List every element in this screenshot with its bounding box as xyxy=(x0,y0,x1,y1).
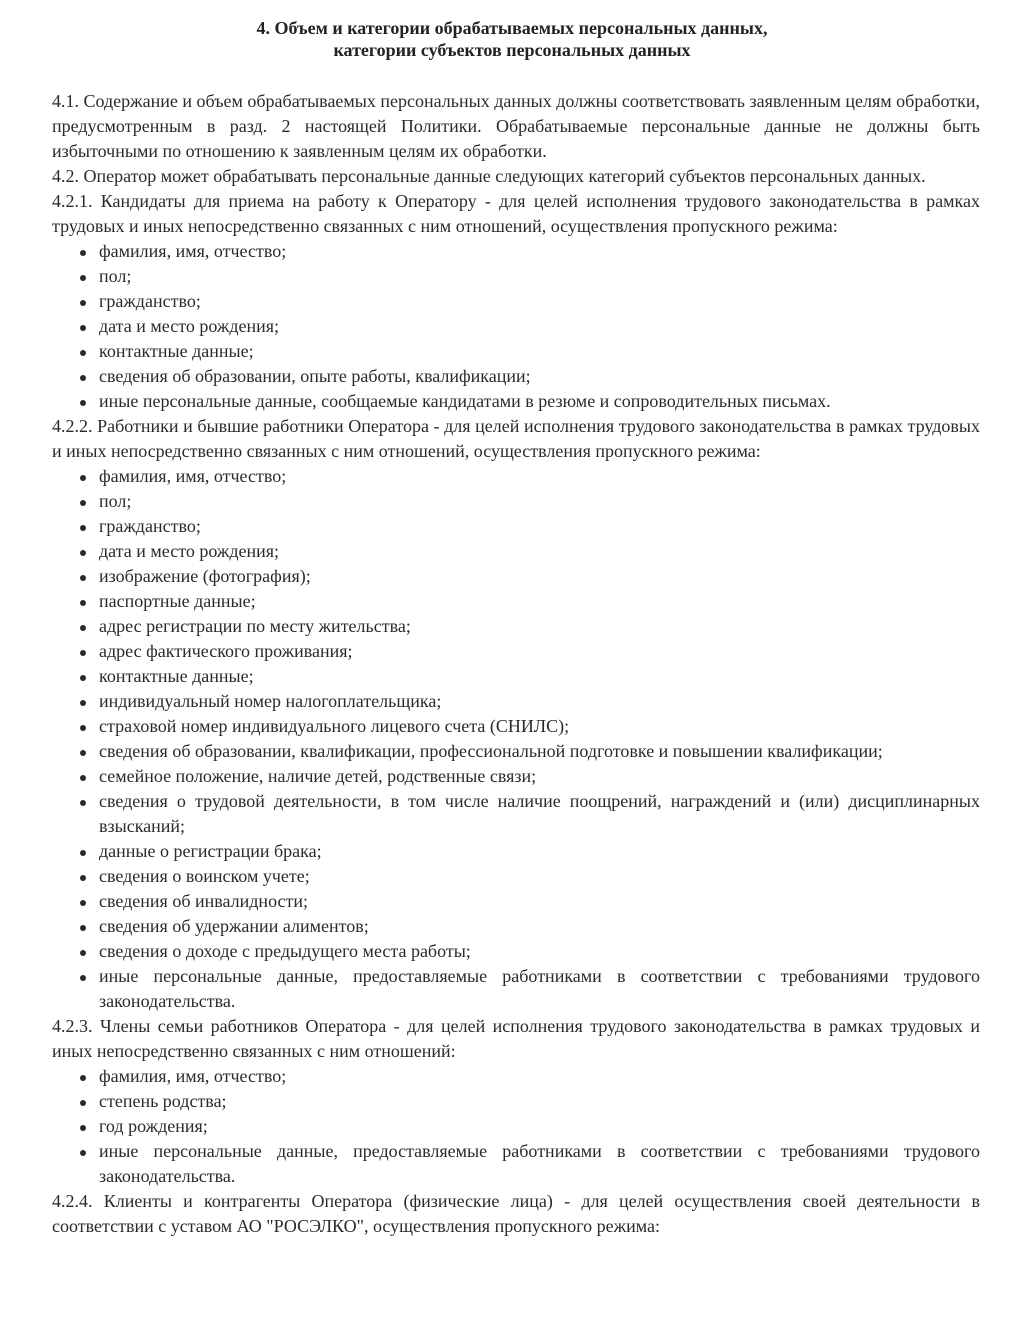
list-item: семейное положение, наличие детей, родственные связи; xyxy=(52,764,980,789)
list-item: сведения о трудовой деятельности, в том числе наличие поощрений, награждений и (или) дисциплинарных взысканий; xyxy=(52,789,980,839)
list-item: контактные данные; xyxy=(52,664,980,689)
list-item: иные персональные данные, предоставляемые работниками в соответствии с требованиями трудового законодательства. xyxy=(52,964,980,1014)
list-item: год рождения; xyxy=(52,1114,980,1139)
list-item: дата и место рождения; xyxy=(52,314,980,339)
bullet-icon xyxy=(80,875,86,881)
bullet-icon xyxy=(80,700,86,706)
list-item: данные о регистрации брака; xyxy=(52,839,980,864)
bullet-icon xyxy=(80,975,86,981)
bullet-icon xyxy=(80,525,86,531)
list-item: дата и место рождения; xyxy=(52,539,980,564)
paragraph-4-2-4: 4.2.4. Клиенты и контрагенты Оператора (физические лица) - для целей осуществления своей деятельности в соответствии с уставом АО "РОСЭЛКО", осуществления пропускного режима: xyxy=(52,1191,980,1236)
bullet-icon xyxy=(80,1075,86,1081)
bullet-icon xyxy=(80,550,86,556)
bullet-icon xyxy=(80,400,86,406)
list-item: фамилия, имя, отчество; xyxy=(52,1064,980,1089)
bullet-icon xyxy=(80,925,86,931)
list-item: изображение (фотография); xyxy=(52,564,980,589)
bullet-icon xyxy=(80,475,86,481)
list-item: контактные данные; xyxy=(52,339,980,364)
list-item: индивидуальный номер налогоплательщика; xyxy=(52,689,980,714)
list-item: паспортные данные; xyxy=(52,589,980,614)
bullet-icon xyxy=(80,500,86,506)
list-item: адрес фактического проживания; xyxy=(52,639,980,664)
bullet-icon xyxy=(80,1150,86,1156)
list-item: сведения об образовании, опыте работы, квалификации; xyxy=(52,364,980,389)
list-item: иные персональные данные, предоставляемые работниками в соответствии с требованиями трудового законодательства. xyxy=(52,1139,980,1189)
list-item: иные персональные данные, сообщаемые кандидатами в резюме и сопроводительных письмах. xyxy=(52,389,980,414)
bullet-icon xyxy=(80,625,86,631)
list-item: степень родства; xyxy=(52,1089,980,1114)
bullet-icon xyxy=(80,375,86,381)
list-item: сведения о воинском учете; xyxy=(52,864,980,889)
list-4-2-1 xyxy=(52,239,980,414)
bullet-icon xyxy=(80,950,86,956)
list-item: сведения о доходе с предыдущего места работы; xyxy=(52,939,980,964)
list-item: пол; xyxy=(52,264,980,289)
list-item: страховой номер индивидуального лицевого счета (СНИЛС); xyxy=(52,714,980,739)
list-item: адрес регистрации по месту жительства; xyxy=(52,614,980,639)
section-body xyxy=(52,89,980,1239)
bullet-icon xyxy=(80,800,86,806)
list-item: гражданство; xyxy=(52,289,980,314)
list-item: сведения об инвалидности; xyxy=(52,889,980,914)
paragraph-4-2-2: 4.2.2. Работники и бывшие работники Оператора - для целей исполнения трудового законодательства в рамках трудовых и иных непосредственно связанных с ним отношений, осуществления пропускного режима: xyxy=(52,416,980,461)
bullet-icon xyxy=(80,850,86,856)
bullet-icon xyxy=(80,675,86,681)
bullet-icon xyxy=(80,750,86,756)
list-item: фамилия, имя, отчество; xyxy=(52,239,980,264)
list-item: фамилия, имя, отчество; xyxy=(52,464,980,489)
list-item: сведения об удержании алиментов; xyxy=(52,914,980,939)
paragraph-4-2-1: 4.2.1. Кандидаты для приема на работу к Оператору - для целей исполнения трудового законодательства в рамках трудовых и иных непосредственно связанных с ним отношений, осуществления пропускного режима: xyxy=(52,191,980,236)
bullet-icon xyxy=(80,575,86,581)
paragraph-4-1: 4.1. Содержание и объем обрабатываемых персональных данных должны соответствовать заявленным целям обработки, предусмотренным в разд. 2 настоящей Политики. Обрабатываемые персональные данные не должны быть избыточными по отношению к заявленным целям их обработки. xyxy=(52,91,980,161)
list-4-2-3 xyxy=(52,1064,980,1189)
bullet-icon xyxy=(80,775,86,781)
paragraph-4-2: 4.2. Оператор может обрабатывать персональные данные следующих категорий субъектов персональных данных. xyxy=(52,166,926,186)
bullet-icon xyxy=(80,250,86,256)
section-title-line-2: категории субъектов персональных данных xyxy=(333,40,691,60)
bullet-icon xyxy=(80,650,86,656)
bullet-icon xyxy=(80,300,86,306)
bullet-icon xyxy=(80,275,86,281)
list-item: сведения об образовании, квалификации, профессиональной подготовке и повышении квалификации; xyxy=(52,739,980,764)
bullet-icon xyxy=(80,350,86,356)
bullet-icon xyxy=(80,725,86,731)
paragraph-4-2-3: 4.2.3. Члены семьи работников Оператора - для целей исполнения трудового законодательства в рамках трудовых и иных непосредственно связанных с ним отношений: xyxy=(52,1016,980,1061)
list-item: гражданство; xyxy=(52,514,980,539)
bullet-icon xyxy=(80,1100,86,1106)
bullet-icon xyxy=(80,900,86,906)
bullet-icon xyxy=(80,1125,86,1131)
bullet-icon xyxy=(80,600,86,606)
list-4-2-2 xyxy=(52,464,980,1014)
list-item: пол; xyxy=(52,489,980,514)
bullet-icon xyxy=(80,325,86,331)
section-title-line-1: 4. Объем и категории обрабатываемых персональных данных, xyxy=(256,18,768,38)
